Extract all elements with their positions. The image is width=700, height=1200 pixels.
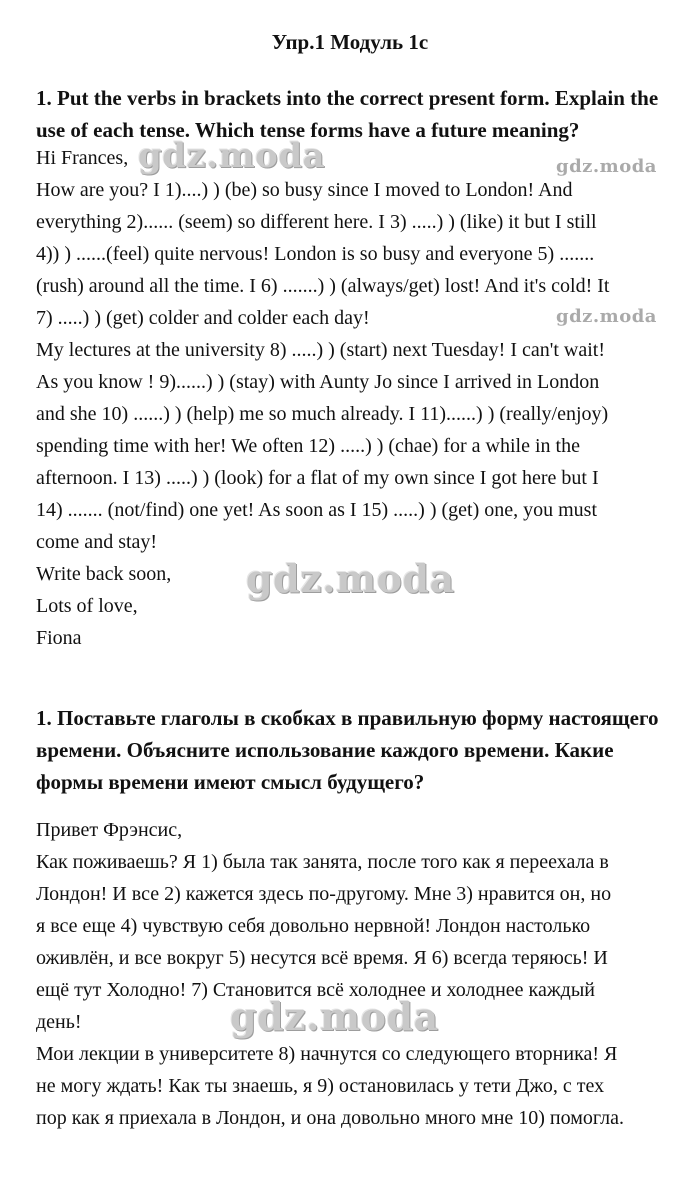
watermark: gdz.moda xyxy=(556,156,657,177)
letter-line: 14) ....... (not/find) one yet! As soon as I 15) .....) ) (get) one, you must xyxy=(36,499,598,521)
letter-line: пор как я приехала в Лондон, и она довольно много мне 10) помогла. xyxy=(36,1107,624,1129)
watermark: gdz.moda xyxy=(230,994,439,1039)
letter-line: оживлён, и все вокруг 5) несутся всё время. Я 6) всегда теряюсь! И xyxy=(36,947,608,969)
task-russian: 1. Поставьте глаголы в скобках в правильную форму настоящего времени. Объясните использование каждого времени. Какие формы времени имеют смысл будущего? xyxy=(36,706,659,794)
letter-line: As you know ! 9)......) ) (stay) with Aunty Jo since I arrived in London xyxy=(36,371,600,393)
letter-line: Write back soon, xyxy=(36,563,172,585)
letter-line: everything 2)...... (seem) so different here. I 3) .....) ) (like) it but I still xyxy=(36,211,597,233)
watermark: gdz.moda xyxy=(246,556,455,601)
letter-line: Лондон! И все 2) кажется здесь по-другому. Мне 3) нравится он, но xyxy=(36,883,612,905)
letter-line: (rush) around all the time. I 6) .......) ) (always/get) lost! And it's cold! It xyxy=(36,275,610,297)
letter-line: Мои лекции в университете 8) начнутся со следующего вторника! Я xyxy=(36,1043,618,1065)
watermark: gdz.moda xyxy=(138,136,326,176)
letter-line: How are you? I 1)....) ) (be) so busy since I moved to London! And xyxy=(36,179,573,201)
watermark: gdz.moda xyxy=(556,306,657,327)
letter-line: Как поживаешь? Я 1) была так занята, после того как я переехала в xyxy=(36,851,609,873)
letter-line: 7) .....) ) (get) colder and colder each day! xyxy=(36,307,370,329)
letter-line: ещё тут Холодно! 7) Становится всё холоднее и холоднее каждый xyxy=(36,979,595,1001)
letter-line: afternoon. I 13) .....) ) (look) for a flat of my own since I got here but I xyxy=(36,467,599,489)
letter-line: Lots of love, xyxy=(36,595,138,617)
letter-line: Hi Frances, xyxy=(36,147,129,169)
letter-line: and she 10) ......) ) (help) me so much already. I 11)......) ) (really/enjoy) xyxy=(36,403,609,425)
letter-line: come and stay! xyxy=(36,531,158,553)
letter-line: 4)) ) ......(feel) quite nervous! London is so busy and everyone 5) ....... xyxy=(36,243,595,265)
letter-line: Fiona xyxy=(36,627,82,649)
task-english: 1. Put the verbs in brackets into the correct present form. Explain the use of each tense. Which tense forms have a future meaning? xyxy=(36,86,659,142)
letter-line: Привет Фрэнсис, xyxy=(36,819,183,841)
page-title: Упр.1 Модуль 1с xyxy=(271,30,429,54)
letter-line: я все еще 4) чувствую себя довольно нервной! Лондон настолько xyxy=(36,915,591,937)
letter-line: My lectures at the university 8) .....) ) (start) next Tuesday! I can't wait! xyxy=(36,339,606,361)
letter-line: день! xyxy=(36,1011,82,1033)
letter-line: не могу ждать! Как ты знаешь, я 9) остановилась у тети Джо, с тех xyxy=(36,1075,605,1097)
letter-line: spending time with her! We often 12) .....) ) (chae) for a while in the xyxy=(36,435,580,457)
